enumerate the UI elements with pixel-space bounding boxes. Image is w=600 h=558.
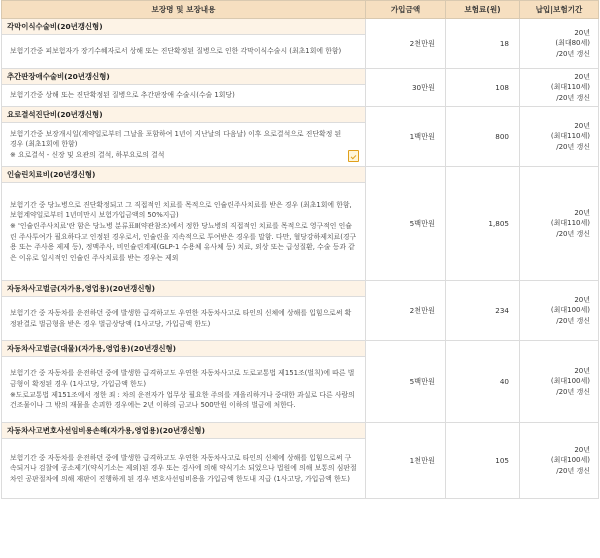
- term-line: (최대110세): [550, 132, 590, 141]
- term-line: /20년 갱신: [556, 49, 590, 58]
- term-line: /20년 갱신: [556, 316, 590, 325]
- table-row: [2, 19, 599, 35]
- coverage-note: ※도로교통법 제151조에서 정한 죄 : 차의 운전자가 업무상 필요한 주의를 게을리하거나 중대한 과실로 다른 사람의 건조물이나 그 밖의 재물을 손괴한 경우에는 2년 이하의 금고나 500만원 이하의 벌금에 처한다.: [10, 390, 355, 410]
- coverage-term: [520, 69, 599, 107]
- memo-check-icon: [348, 150, 359, 162]
- coverage-premium: 18: [446, 19, 520, 69]
- coverage-title: 요로결석진단비(20년갱신형): [2, 107, 366, 123]
- coverage-amount: 5백만원: [366, 167, 446, 281]
- coverage-premium: 234: [446, 281, 520, 341]
- term-line: 20년: [574, 208, 590, 217]
- coverage-title: 추간판장애수술비(20년갱신형): [2, 69, 366, 85]
- table-header-row: [2, 1, 599, 19]
- term-line: 20년: [574, 72, 590, 81]
- coverage-title: 자동차사고변호사선임비용손해(자가용,영업용)(20년갱신형): [2, 423, 366, 439]
- memo-icon-wrap: [348, 150, 359, 162]
- term-line: (최대100세): [550, 456, 590, 465]
- term-line: (최대100세): [550, 306, 590, 315]
- coverage-note: ※ 요로결석 - 신장 및 요관의 결석, 하부요로의 결석: [10, 150, 165, 159]
- term-line: /20년 갱신: [556, 142, 590, 151]
- coverage-premium: 1,805: [446, 167, 520, 281]
- coverage-desc-cell: [2, 357, 366, 423]
- coverage-term: [520, 281, 599, 341]
- header-amount: 가입금액: [366, 1, 446, 19]
- coverage-amount: 2천만원: [366, 19, 446, 69]
- coverage-table: [1, 0, 599, 499]
- header-name: 보장명 및 보장내용: [2, 1, 366, 19]
- coverage-term: [520, 423, 599, 499]
- coverage-term: [520, 167, 599, 281]
- term-line: 20년: [574, 295, 590, 304]
- header-premium: 보험료(원): [446, 1, 520, 19]
- coverage-desc-cell: [2, 183, 366, 281]
- term-line: 20년: [574, 121, 590, 130]
- term-line: /20년 갱신: [556, 229, 590, 238]
- coverage-premium: 40: [446, 341, 520, 423]
- coverage-title: 인슐린치료비(20년갱신형): [2, 167, 366, 183]
- coverage-desc: 보험기간중 보장개시일(계약일로부터 그날을 포함하여 1년이 지난날의 다음날) 이후 요로결석으로 진단확정 된 경우 (최초1회에 한함): [10, 129, 342, 149]
- term-line: 20년: [574, 28, 590, 37]
- header-term: 납입|보험기간: [520, 1, 599, 19]
- term-line: /20년 갱신: [556, 387, 590, 396]
- coverage-amount: 30만원: [366, 69, 446, 107]
- table-row: [2, 69, 599, 85]
- coverage-note: ※ '인슐린주사치료'란 함은 당뇨병 분류표Ⅱ(약관참조)에서 정한 당뇨병의 직접적인 치료를 목적으로 영구적인 인슐린 주사투여가 필요하다고 인정된 경우로서, 인슐린을 지속적으로 투여받은 경우를 말함. 다만, 혈당강하제치료(경구용 또는 주사용 제제 등), 정맥주사, 비인슐린계제(GLP-1 수용체 유사체 등) 치료, 외상 또는 급성질환, 수술 등과 같은 이유로 일시적인 인슐린 주사치료를 받는 경우는 제외: [10, 221, 357, 262]
- coverage-title: 각막이식수술비(20년갱신형): [2, 19, 366, 35]
- table-row: [2, 341, 599, 357]
- term-line: (최대80세): [555, 39, 590, 48]
- term-line: 20년: [574, 445, 590, 454]
- coverage-desc: 보험기간 중 자동차를 운전하던 중에 발생한 급격하고도 우연한 자동차사고로 타인의 신체에 상해를 입힘으로써 확정판결로 벌금형을 받은 경우 벌금상당액 (1사고당, 가입금액 한도): [2, 297, 366, 341]
- coverage-desc: 보험기간중 피보험자가 장기수혜자로서 상해 또는 진단확정된 질병으로 인한 각막이식수술시 (최초1회에 한함): [2, 35, 366, 69]
- coverage-term: [520, 107, 599, 167]
- coverage-title: 자동차사고벌금(대물)(자가용,영업용)(20년갱신형): [2, 341, 366, 357]
- term-line: /20년 갱신: [556, 93, 590, 102]
- table-row: [2, 281, 599, 297]
- coverage-title: 자동차사고벌금(자가용,영업용)(20년갱신형): [2, 281, 366, 297]
- coverage-amount: 5백만원: [366, 341, 446, 423]
- coverage-premium: 800: [446, 107, 520, 167]
- term-line: (최대100세): [550, 377, 590, 386]
- coverage-desc: 보험기간 중 자동차를 운전하던 중에 발생한 급격하고도 우연한 자동차사고로 타인의 신체에 상해를 입힘으로써 구속되거나 검찰에 공소제기(약식기소는 제외)된 경우 또는 검사에 의해 약식기소 되었으나 법원에 의해 보통의 심판절차인 공판절차에 의해 재판이 진행하게 된 경우 변호사선임비용을 가입금액 한도내 지급 (1사고당, 가입금액 한도): [2, 439, 366, 499]
- coverage-amount: 1백만원: [366, 107, 446, 167]
- coverage-desc: 보험기간 중 당뇨병으로 진단확정되고 그 직접적인 치료를 목적으로 인슐린주사치료를 받은 경우 (최초1회에 한함, 보험계약일로부터 1년미만시 보험가입금액의 50%지급): [10, 200, 352, 220]
- table-row: [2, 167, 599, 183]
- coverage-desc: 보험기간중 상해 또는 진단확정된 질병으로 추간판장애 수술시(수술 1회당): [2, 85, 366, 107]
- coverage-premium: 105: [446, 423, 520, 499]
- table-row: [2, 423, 599, 439]
- coverage-term: [520, 341, 599, 423]
- coverage-amount: 1천만원: [366, 423, 446, 499]
- term-line: 20년: [574, 366, 590, 375]
- term-line: /20년 갱신: [556, 466, 590, 475]
- coverage-desc-cell: [2, 123, 366, 167]
- term-line: (최대110세): [550, 83, 590, 92]
- coverage-desc: 보험기간 중 자동차를 운전하던 중에 발생한 급격하고도 우연한 자동차사고로 도로교통법 제151조(벌칙)에 따른 벌금형이 확정된 경우 (1사고당, 가입금액 한도): [10, 369, 355, 388]
- term-line: (최대110세): [550, 219, 590, 228]
- coverage-term: [520, 19, 599, 69]
- table-row: [2, 107, 599, 123]
- coverage-premium: 108: [446, 69, 520, 107]
- coverage-amount: 2천만원: [366, 281, 446, 341]
